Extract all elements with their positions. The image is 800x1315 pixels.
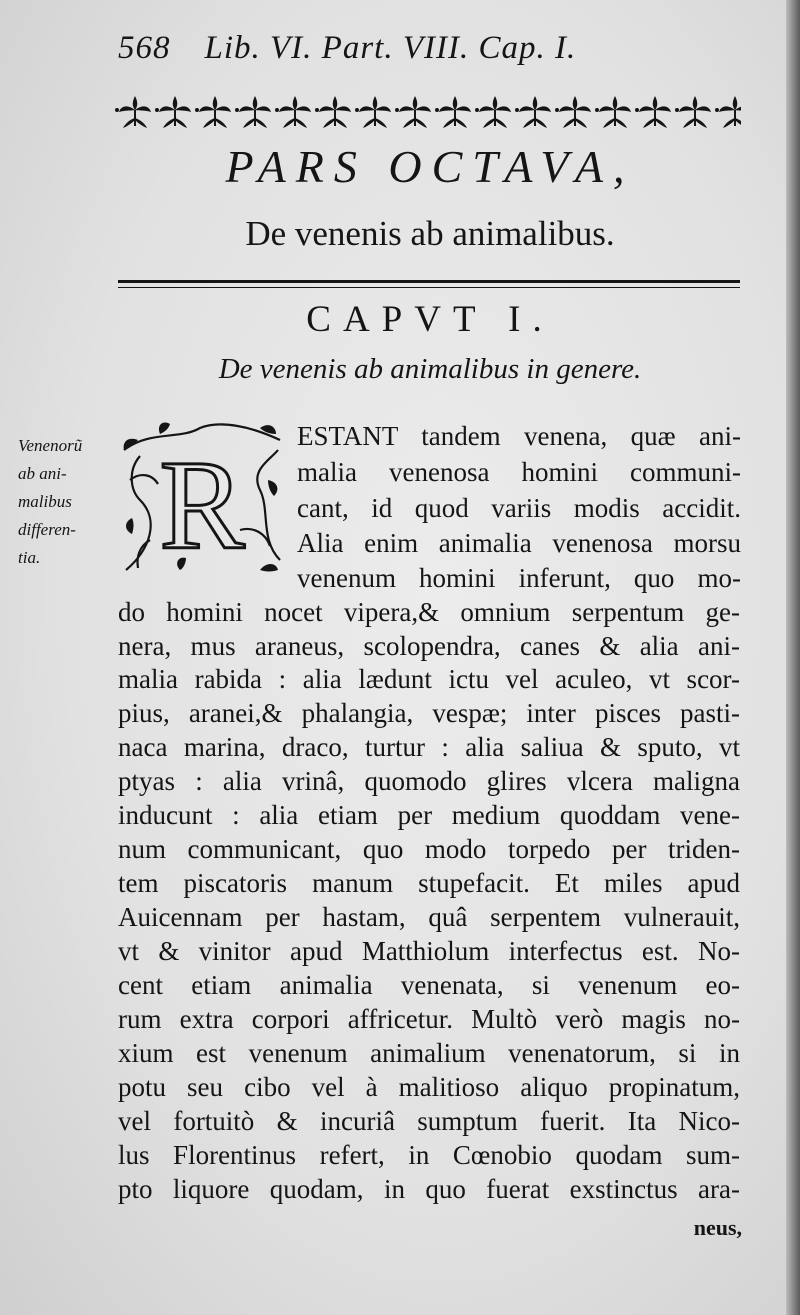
body-line: Alia enim animalia venenosa morsu [297, 528, 741, 558]
fleuron-ornament-band [113, 88, 741, 132]
page-number: 568 [118, 30, 171, 66]
chapter-title: CAPVT I. [306, 299, 554, 340]
body-line: pto liquore quodam, in quo fuerat exstinctus ara- [118, 1174, 740, 1204]
body-line: num communicant, quo modo torpedo per triden- [118, 834, 740, 864]
catchword: neus, [693, 1215, 742, 1240]
body-line: rum extra corpori affricetur. Multò verò magis no- [118, 1004, 740, 1034]
margin-note-line: ab ani- [18, 464, 67, 483]
body-line: malia rabida : alia lædunt ictu vel aculeo, vt scor- [118, 664, 740, 694]
initial-letter: R [159, 434, 245, 576]
body-line: lus Florentinus refert, in Cœnobio quodam sum- [118, 1140, 740, 1170]
rule-bottom [118, 287, 740, 288]
chapter-subtitle: De venenis ab animalibus in genere. [218, 353, 642, 385]
body-line: ESTANT tandem venena, quæ ani- [297, 421, 741, 451]
margin-note-line: differen- [18, 520, 76, 539]
body-line: malia venenosa homini communi- [297, 457, 741, 487]
rule-top [118, 280, 740, 283]
body-line: vel fortuitò & incuriâ sumptum fuerit. Ita Nico- [118, 1106, 740, 1136]
body-line: inducunt : alia etiam per medium quoddam vene- [118, 800, 740, 830]
body-line: pius, aranei,& phalangia, vespæ; inter pisces pasti- [118, 698, 740, 728]
body-line: vt & vinitor apud Matthiolum interfectus est. No- [118, 936, 740, 966]
body-line: naca marina, draco, turtur : alia saliua & sputo, vt [118, 732, 740, 762]
body-line: ptyas : alia vrinâ, quomodo glires vlcera maligna [118, 766, 740, 796]
body-line: cent etiam animalia venenata, si venenum eo- [118, 970, 740, 1000]
margin-note-line: malibus [18, 492, 72, 511]
page-edge-shadow [786, 0, 800, 1315]
body-line: xium est venenum animalium venenatorum, si in [118, 1038, 740, 1068]
body-line: cant, id quod variis modis accidit. [297, 493, 741, 523]
body-line: venenum homini inferunt, quo mo- [297, 563, 741, 593]
decorated-initial [120, 420, 284, 580]
body-line: tem piscatoris manum stupefacit. Et miles apud [118, 868, 740, 898]
margin-note-line: tia. [18, 548, 41, 567]
running-head-reference: Lib. VI. Part. VIII. Cap. I. [204, 30, 577, 66]
part-subtitle: De venenis ab animalibus. [245, 214, 615, 253]
margin-note [18, 432, 118, 572]
body-line: potu seu cibo vel à malitioso aliquo propinatum, [118, 1072, 740, 1102]
running-head [118, 30, 738, 74]
body-line: nera, mus araneus, scolopendra, canes & alia ani- [118, 631, 740, 661]
margin-note-line: Venenorũ [18, 436, 83, 455]
part-title: PARS OCTAVA, [225, 141, 635, 192]
body-line: do homini nocet vipera,& omnium serpentum ge- [118, 597, 740, 627]
body-line: Auicennam per hastam, quâ serpentem vulnerauit, [118, 902, 740, 932]
